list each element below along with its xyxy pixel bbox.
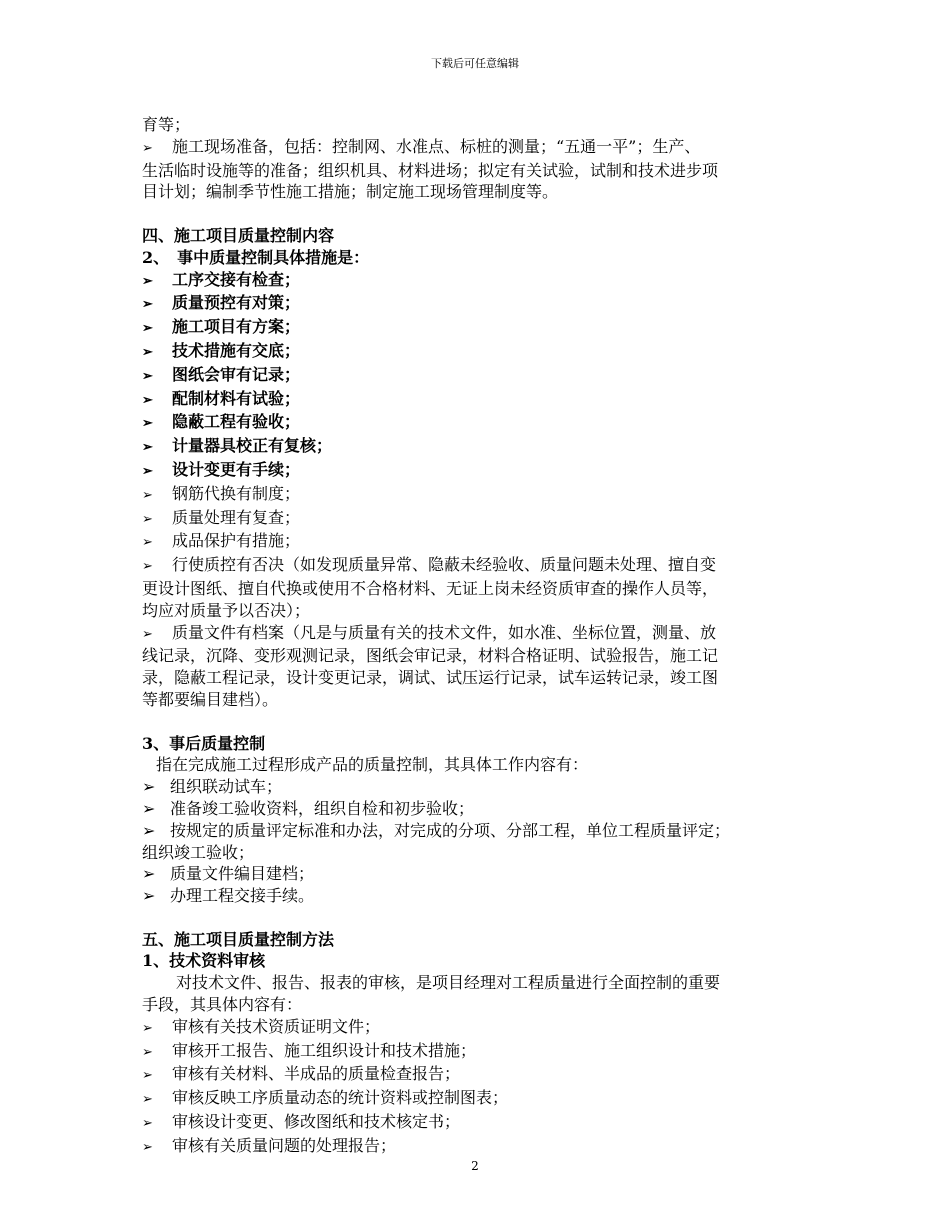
text-line: [142, 578, 814, 600]
bullet-item: [142, 269, 814, 293]
text-line: [142, 114, 814, 136]
line-text: 生活临时设施等的准备；组织机具、材料进场；拟定有关试验，试制和技术进步项: [142, 160, 719, 180]
line-text: 审核开工报告、施工组织设计和技术措施；: [172, 1040, 477, 1060]
arrow-bullet-icon: ➢: [142, 864, 156, 884]
text-line: [142, 247, 814, 269]
line-text: 审核设计变更、修改图纸和技术核定书；: [172, 1112, 461, 1132]
bullet-item: [142, 316, 814, 340]
line-text: 配制材料有试验；: [172, 388, 301, 408]
arrow-bullet-icon: ➢: [142, 368, 153, 384]
bullet-item: [142, 1063, 814, 1087]
text-line: [142, 754, 814, 776]
line-text: 2、 事中质量控制具体措施是：: [142, 247, 370, 267]
arrow-bullet-icon: ➢: [142, 1044, 153, 1060]
text-line: [142, 842, 814, 864]
arrow-bullet-icon: ➢: [142, 1116, 153, 1132]
arrow-bullet-icon: ➢: [142, 416, 153, 432]
arrow-bullet-icon: ➢: [142, 487, 153, 503]
text-line: [142, 600, 814, 622]
line-text: 审核反映工序质量动态的统计资料或控制图表；: [172, 1088, 509, 1108]
bullet-item: [142, 136, 814, 160]
arrow-bullet-icon: ➢: [142, 1139, 153, 1155]
text-line: [142, 994, 814, 1016]
bullet-item: [142, 776, 814, 798]
arrow-bullet-icon: ➢: [142, 535, 153, 551]
line-text: 对技术文件、报告、报表的审核，是项目经理对工程质量进行全面控制的重要: [176, 973, 721, 993]
paragraph-gap: [142, 203, 814, 225]
line-text: 四、施工项目质量控制内容: [142, 225, 335, 245]
bullet-item: [142, 435, 814, 459]
arrow-bullet-icon: ➢: [142, 392, 153, 408]
page-number: 2: [471, 1159, 479, 1173]
arrow-bullet-icon: ➢: [142, 511, 153, 527]
line-text: 等都要编目建档）。: [142, 689, 279, 709]
arrow-bullet-icon: ➢: [142, 626, 153, 642]
text-line: [142, 645, 814, 667]
paragraph-gap: [142, 711, 814, 733]
line-text: 钢筋代换有制度；: [172, 483, 301, 503]
arrow-bullet-icon: ➢: [142, 440, 153, 456]
line-text: 线记录，沉降、变形观测记录，图纸会审记录，材料合格证明、试验报告，施工记: [142, 646, 719, 666]
document-body: [142, 114, 814, 1159]
line-text: 行使质控有否决（如发现质量异常、隐蔽未经验收、质量问题未处理、擅自变: [172, 555, 717, 575]
paragraph-gap: [142, 907, 814, 929]
bullet-item: [142, 622, 814, 646]
line-text: 质量处理有复查；: [172, 507, 301, 527]
arrow-bullet-icon: ➢: [142, 820, 156, 840]
line-text: 准备竣工验收资料，组织自检和初步验收；: [170, 798, 475, 818]
arrow-bullet-icon: ➢: [142, 777, 156, 797]
arrow-bullet-icon: ➢: [142, 344, 153, 360]
arrow-bullet-icon: ➢: [142, 798, 156, 818]
text-line: [142, 689, 814, 711]
line-text: 录，隐蔽工程记录，设计变更记录，调试、试压运行记录，试车运转记录，竣工图: [142, 668, 719, 688]
line-text: 审核有关质量问题的处理报告；: [172, 1135, 397, 1155]
bullet-item: [142, 863, 814, 885]
bullet-item: [142, 388, 814, 412]
line-text: 组织竣工验收；: [142, 842, 255, 862]
line-text: 隐蔽工程有验收；: [172, 412, 301, 432]
text-line: [142, 950, 814, 972]
bullet-item: [142, 364, 814, 388]
bullet-item: [142, 885, 814, 907]
line-text: 施工项目有方案；: [172, 317, 301, 337]
line-text: 五、施工项目质量控制方法: [142, 929, 335, 949]
line-text: 技术措施有交底；: [172, 340, 301, 360]
bullet-item: [142, 459, 814, 483]
arrow-bullet-icon: ➢: [142, 886, 156, 906]
line-text: 施工现场准备，包括：控制网、水准点、标桩的测量；“五通一平”；生产、: [172, 136, 701, 156]
bullet-item: [142, 507, 814, 531]
arrow-bullet-icon: ➢: [142, 1068, 153, 1084]
text-line: [142, 225, 814, 247]
line-text: 质量文件编目建档；: [170, 864, 315, 884]
line-text: 手段，其具体内容有：: [142, 995, 303, 1015]
bullet-item: [142, 798, 814, 820]
bullet-item: [142, 483, 814, 507]
line-text: 审核有关材料、半成品的质量检查报告；: [172, 1064, 461, 1084]
bullet-item: [142, 530, 814, 554]
arrow-bullet-icon: ➢: [142, 1020, 153, 1036]
bullet-item: [142, 340, 814, 364]
line-text: 办理工程交接手续。: [170, 886, 315, 906]
arrow-bullet-icon: ➢: [142, 273, 153, 289]
bullet-item: [142, 1016, 814, 1040]
arrow-bullet-icon: ➢: [142, 559, 153, 575]
line-text: 质量预控有对策；: [172, 293, 301, 313]
line-text: 更设计图纸、擅自代换或使用不合格材料、无证上岗未经资质审查的操作人员等，: [142, 578, 719, 598]
line-text: 育等；: [142, 115, 191, 134]
text-line: [142, 160, 814, 182]
line-text: 均应对质量予以否决）；: [142, 600, 311, 620]
bullet-item: [142, 554, 814, 578]
line-text: 1、技术资料审核: [142, 951, 266, 971]
arrow-bullet-icon: ➢: [142, 1092, 153, 1108]
bullet-item: [142, 292, 814, 316]
line-text: 设计变更有手续；: [172, 459, 301, 479]
line-text: 指在完成施工过程形成产品的质量控制，其具体工作内容有：: [156, 755, 589, 775]
line-text: 图纸会审有记录；: [172, 364, 301, 384]
line-text: 审核有关技术资质证明文件；: [172, 1016, 381, 1036]
bullet-item: [142, 1087, 814, 1111]
bullet-item: [142, 820, 814, 842]
line-text: 目计划；编制季节性施工措施；制定施工现场管理制度等。: [142, 182, 559, 202]
bullet-item: [142, 1135, 814, 1159]
line-text: 成品保护有措施；: [172, 531, 301, 551]
bullet-item: [142, 1040, 814, 1064]
line-text: 组织联动试车；: [170, 777, 283, 797]
line-text: 3、事后质量控制: [142, 733, 266, 753]
bullet-item: [142, 411, 814, 435]
page-header: 下载后可任意编辑: [431, 57, 519, 70]
text-line: [142, 972, 814, 994]
line-text: 工序交接有检查；: [172, 269, 301, 289]
line-text: 质量文件有档案（凡是与质量有关的技术文件，如水准、坐标位置，测量、放: [172, 622, 717, 642]
line-text: 按规定的质量评定标准和办法，对完成的分项、分部工程，单位工程质量评定；: [170, 820, 731, 840]
text-line: [142, 667, 814, 689]
text-line: [142, 181, 814, 203]
text-line: [142, 929, 814, 951]
arrow-bullet-icon: ➢: [142, 321, 153, 337]
line-text: 计量器具校正有复核；: [172, 436, 333, 456]
arrow-bullet-icon: ➢: [142, 140, 153, 156]
bullet-item: [142, 1111, 814, 1135]
arrow-bullet-icon: ➢: [142, 297, 153, 313]
text-line: [142, 733, 814, 755]
arrow-bullet-icon: ➢: [142, 463, 153, 479]
